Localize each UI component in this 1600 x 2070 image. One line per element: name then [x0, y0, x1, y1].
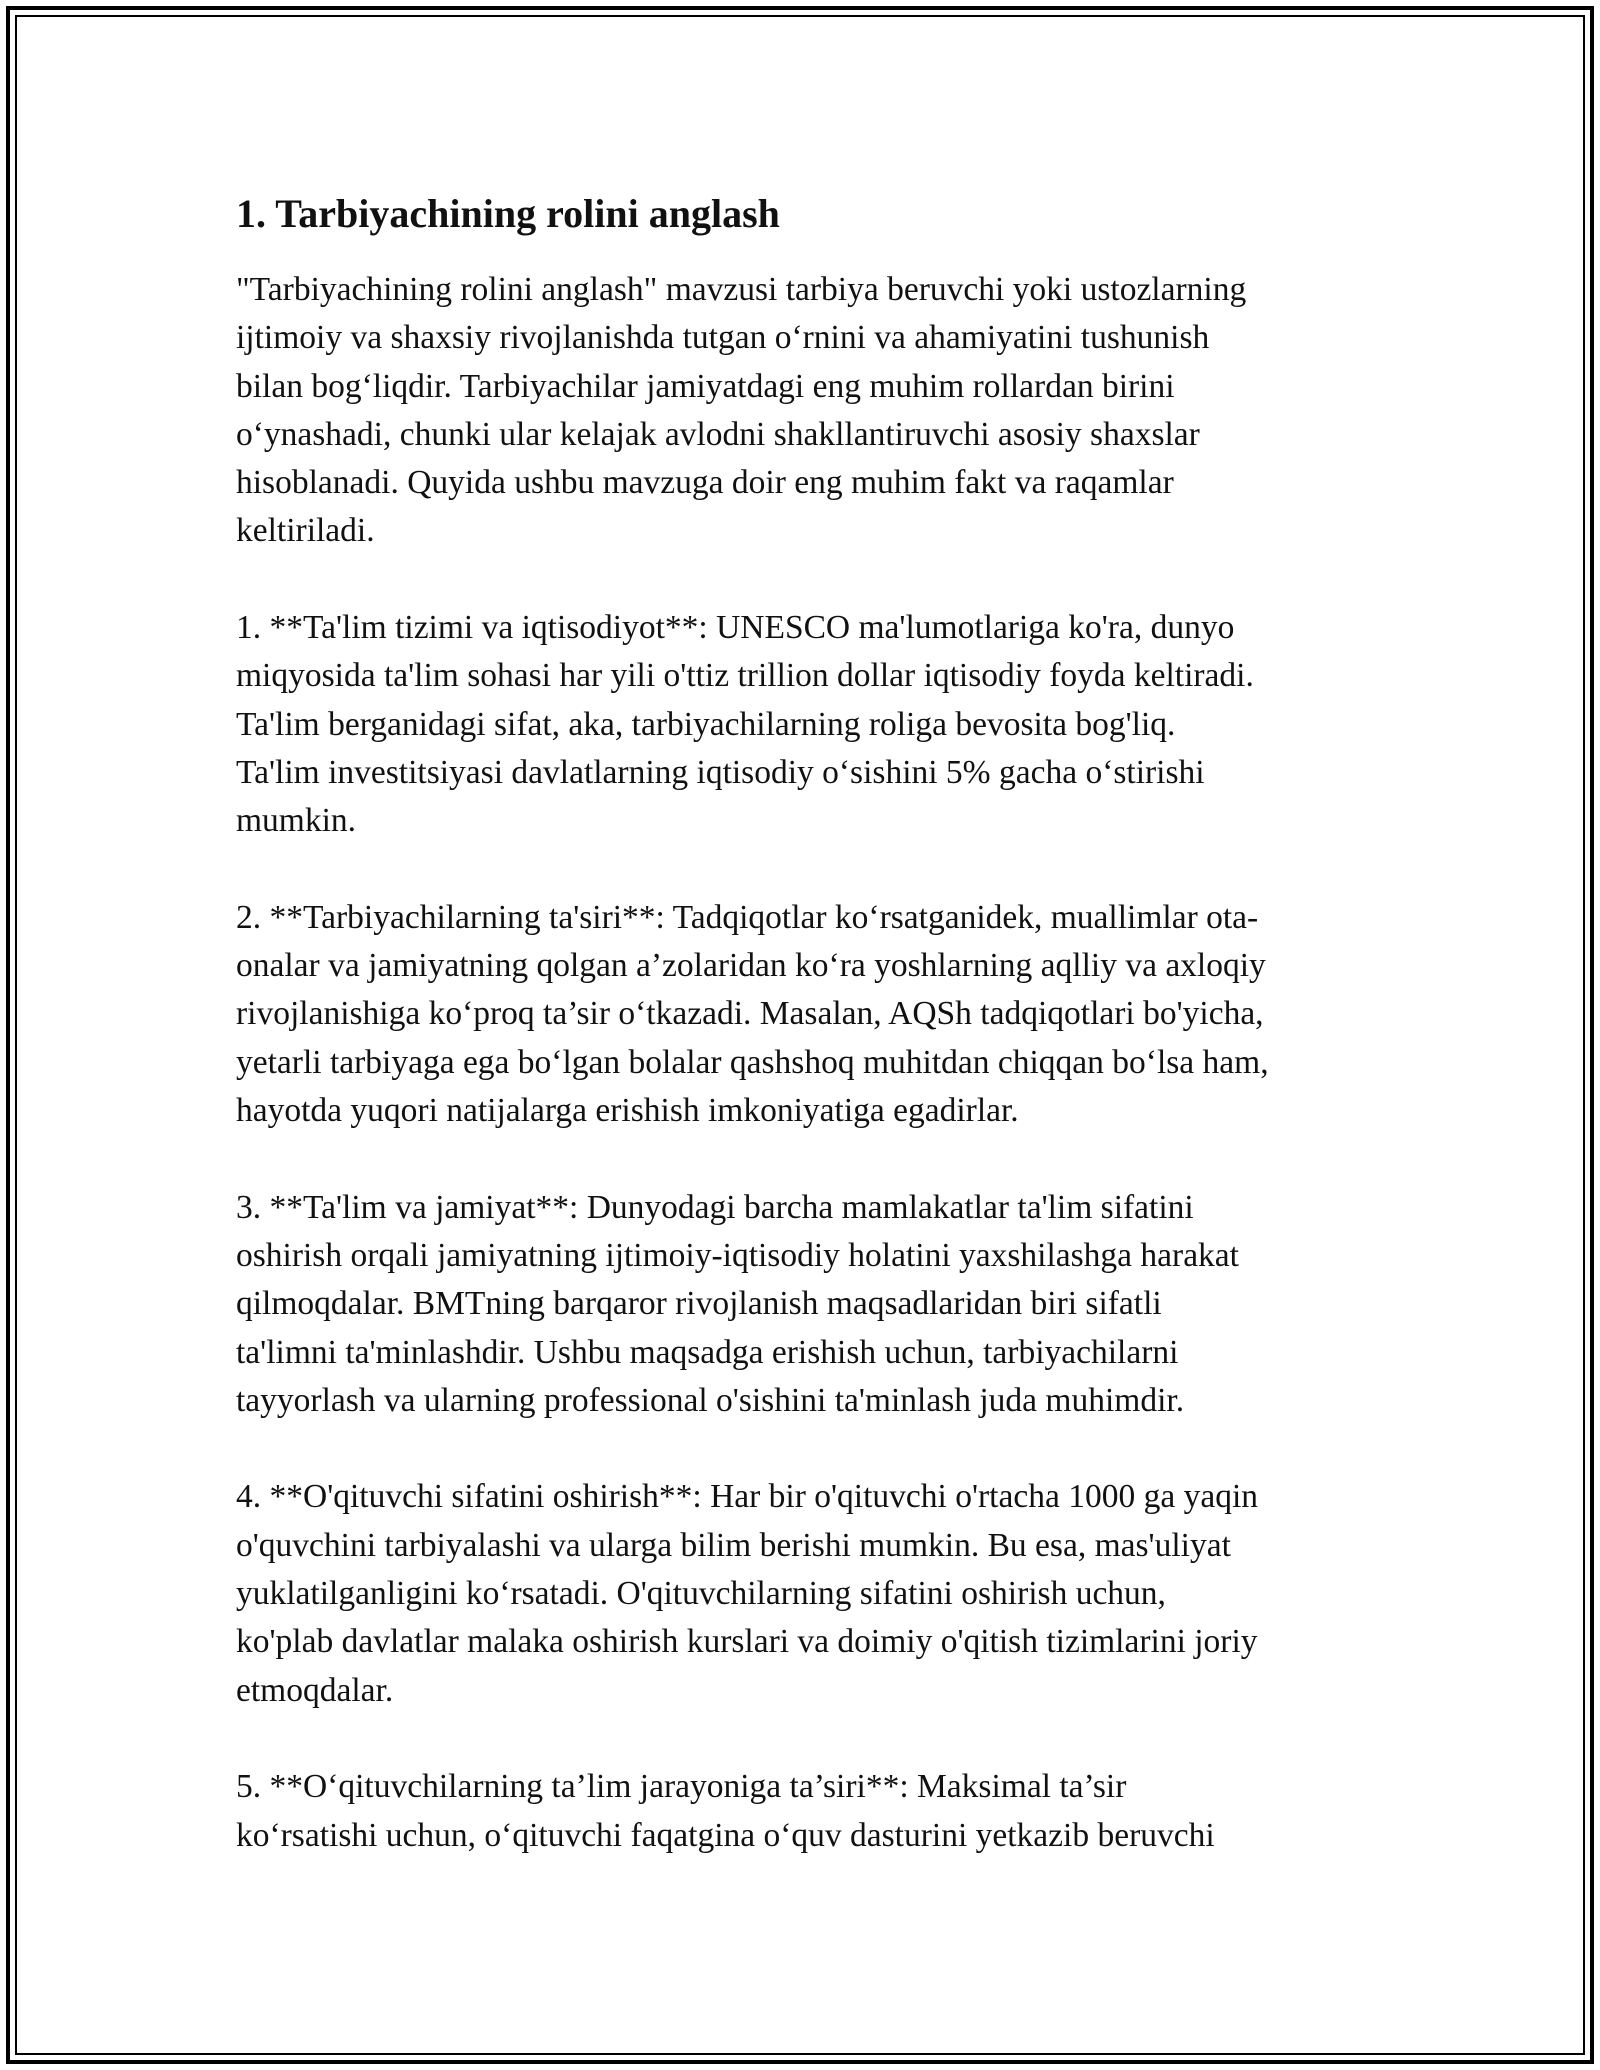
- text-line: qilmoqdalar. BMTning barqaror rivojlanish maqsadlaridan biri sifatli: [236, 1285, 1162, 1323]
- text-line: oshirish orqali jamiyatning ijtimoiy-iqtisodiy holatini yaxshilashga harakat: [236, 1236, 1239, 1274]
- text-line: etmoqdalar.: [236, 1671, 394, 1709]
- text-line: bilan bog‘liqdir. Tarbiyachilar jamiyatdagi eng muhim rollardan birini: [236, 367, 1175, 405]
- list-item-3: [236, 1184, 1376, 1425]
- text-line: yetarli tarbiyaga ega bo‘lgan bolalar qashshoq muhitdan chiqqan bo‘lsa ham,: [236, 1043, 1269, 1081]
- text-line: ijtimoiy va shaxsiy rivojlanishda tutgan o‘rnini va ahamiyatini tushunish: [236, 319, 1210, 357]
- text-line: 2. **Tarbiyachilarning ta'siri**: Tadqiqotlar ko‘rsatganidek, muallimlar ota-: [236, 898, 1259, 936]
- text-line: miqyosida ta'lim sohasi har yili o'ttiz trillion dollar iqtisodiy foyda keltiradi.: [236, 657, 1254, 695]
- text-line: o‘ynashadi, chunki ular kelajak avlodni shakllantiruvchi asosiy shaxslar: [236, 415, 1200, 453]
- list-item-5: [236, 1763, 1376, 1860]
- text-line: 4. **O'qituvchi sifatini oshirish**: Har bir o'qituvchi o'rtacha 1000 ga yaqin: [236, 1478, 1258, 1516]
- text-line: ko'plab davlatlar malaka oshirish kurslari va doimiy o'qitish tizimlarini joriy: [236, 1623, 1258, 1661]
- text-line: hayotda yuqori natijalarga erishish imkoniyatiga egadirlar.: [236, 1092, 1019, 1130]
- text-line: Ta'lim investitsiyasi davlatlarning iqtisodiy o‘sishini 5% gacha o‘stirishi: [236, 753, 1205, 791]
- list-item-2: [236, 894, 1376, 1135]
- list-item-1: [236, 604, 1376, 845]
- document-title: 1. Tarbiyachining rolini anglash: [236, 191, 780, 236]
- text-line: keltiriladi.: [236, 512, 375, 550]
- text-line: 1. **Ta'lim tizimi va iqtisodiyot**: UNESCO ma'lumotlariga ko'ra, dunyo: [236, 609, 1235, 647]
- text-line: tayyorlash va ularning professional o'sishini ta'minlash juda muhimdir.: [236, 1381, 1185, 1419]
- text-line: o'quvchini tarbiyalashi va ularga bilim berishi mumkin. Bu esa, mas'uliyat: [236, 1526, 1231, 1564]
- text-line: 5. **O‘qituvchilarning ta’lim jarayoniga ta’siri**: Maksimal ta’sir: [236, 1768, 1127, 1806]
- text-line: ta'limni ta'minlashdir. Ushbu maqsadga erishish uchun, tarbiyachilarni: [236, 1333, 1179, 1371]
- text-line: mumkin.: [236, 802, 357, 840]
- text-line: yuklatilganligini ko‘rsatadi. O'qituvchilarning sifatini oshirish uchun,: [236, 1575, 1166, 1613]
- text-line: "Tarbiyachining rolini anglash" mavzusi tarbiya beruvchi yoki ustozlarning: [236, 271, 1247, 308]
- text-line: onalar va jamiyatning qolgan a’zolaridan ko‘ra yoshlarning aqlliy va axloqiy: [236, 947, 1266, 985]
- text-line: Ta'lim berganidagi sifat, aka, tarbiyachilarning roliga bevosita bog'liq.: [236, 705, 1176, 743]
- list-item-4: [236, 1473, 1376, 1714]
- text-line: hisoblanadi. Quyida ushbu mavzuga doir eng muhim fakt va raqamlar: [236, 464, 1174, 502]
- text-line: rivojlanishiga ko‘proq ta’sir o‘tkazadi. Masalan, AQSh tadqiqotlari bo'yicha,: [236, 995, 1264, 1033]
- text-line: ko‘rsatishi uchun, o‘qituvchi faqatgina o‘quv dasturini yetkazib beruvchi: [236, 1816, 1215, 1854]
- intro-paragraph: [236, 266, 1376, 556]
- document-body: [236, 186, 1376, 1908]
- text-line: 3. **Ta'lim va jamiyat**: Dunyodagi barcha mamlakatlar ta'lim sifatini: [236, 1188, 1194, 1226]
